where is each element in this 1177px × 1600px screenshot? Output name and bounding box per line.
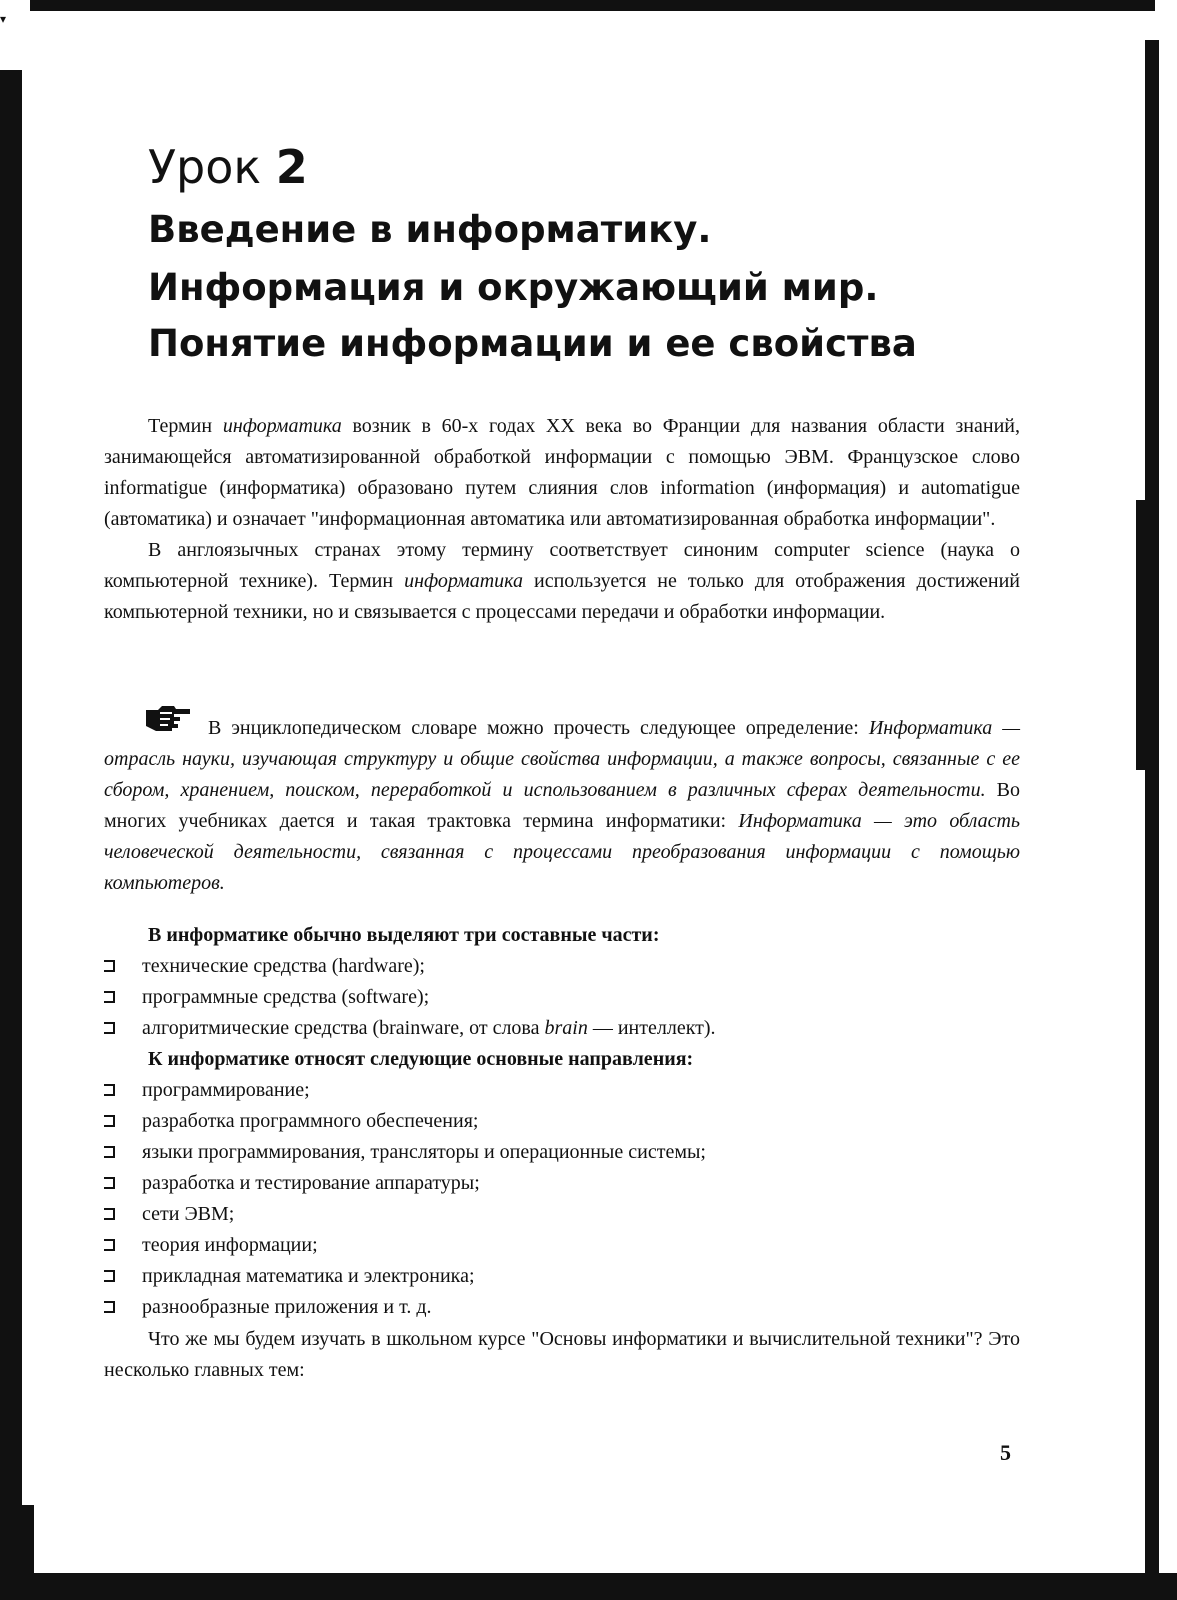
parts-intro xyxy=(104,920,1020,951)
scan-border-right xyxy=(1145,40,1159,1585)
scan-border-top xyxy=(30,0,1155,11)
checkbox-icon xyxy=(104,1115,115,1127)
definition-paragraph xyxy=(104,713,1020,899)
list-item xyxy=(104,1137,706,1168)
closing-paragraph: Что же мы будем изучать в школьном курсе "Основы информатики и вычислительной техники"? Это несколько главных тем: xyxy=(104,1328,1020,1381)
page-number: 5 xyxy=(1000,1440,1011,1465)
intro-p1-term: информатика xyxy=(222,415,342,437)
checkbox-icon xyxy=(104,1084,115,1096)
directions-item-2: разработка программного обеспечения; xyxy=(142,1110,479,1132)
scan-border-right-notch xyxy=(1136,500,1146,770)
parts-item-3-word: brain xyxy=(544,1017,588,1039)
intro-paragraph-1 xyxy=(104,411,1020,535)
parts-item-1: технические средства (hardware); xyxy=(142,955,425,977)
checkbox-icon xyxy=(104,1177,115,1189)
closing-section xyxy=(104,1324,1020,1386)
scan-border-left xyxy=(0,70,22,1550)
intro-section xyxy=(104,411,1020,628)
checkbox-icon xyxy=(104,1146,115,1158)
directions-item-6: теория информации; xyxy=(142,1234,318,1256)
lesson-word: Урок xyxy=(148,140,262,194)
list-item xyxy=(104,1199,706,1230)
directions-intro-text: К информатике относят следующие основные направления: xyxy=(148,1048,694,1070)
list-item xyxy=(104,1230,706,1261)
intro-paragraph-2 xyxy=(104,535,1020,628)
directions-item-5: сети ЭВМ; xyxy=(142,1203,235,1225)
directions-item-3: языки программирования, трансляторы и операционные системы; xyxy=(142,1141,706,1163)
list-item xyxy=(104,1013,716,1044)
directions-item-4: разработка и тестирование аппаратуры; xyxy=(142,1172,480,1194)
intro-p2-term: информатика xyxy=(404,570,524,592)
intro-p2-start: В англоязычных странах этому термину соответствует синоним computer science (наука о компьютерной технике). Термин xyxy=(104,539,1020,592)
checkbox-icon xyxy=(104,991,115,1003)
list-item xyxy=(104,1292,706,1323)
corner-mark-icon: ▾ xyxy=(0,12,7,26)
heading-line-3-bold: информации и ее свойства xyxy=(339,322,917,365)
list-item xyxy=(104,1261,706,1292)
heading-line-3 xyxy=(148,320,917,368)
heading-line-1: Введение в информатику. xyxy=(148,208,712,251)
parts-list xyxy=(104,951,716,1044)
definition-2: Информатика — это область человеческой деятельности, связанная с процессами преобразования информации с помощью компьютеров. xyxy=(104,810,1020,894)
directions-item-8: разнообразные приложения и т. д. xyxy=(142,1296,432,1318)
heading-line-3-plain: Понятие xyxy=(148,322,340,365)
directions-item-7: прикладная математика и электроника; xyxy=(142,1265,475,1287)
parts-item-3-b: — интеллект). xyxy=(587,1017,716,1039)
heading-line-2: Информация и окружающий мир. xyxy=(148,266,879,309)
directions-item-1: программирование; xyxy=(142,1079,310,1101)
list-item xyxy=(104,951,716,982)
directions-intro xyxy=(104,1044,1020,1075)
definition-bridge: Во многих учебниках дается и такая трактовка термина информатики: xyxy=(104,779,1021,832)
parts-intro-text: В информатике обычно выделяют три составные части: xyxy=(148,924,660,946)
directions-list xyxy=(104,1075,706,1323)
scan-border-bottom xyxy=(0,1573,1177,1600)
checkbox-icon xyxy=(104,1301,115,1313)
definition-section xyxy=(104,713,1020,899)
intro-p1-rest: возник в 60-х годах XX века во Франции для названия области знаний, занимающейся автоматизированной обработкой информации с помощью ЭВМ. Французское слово informatigue (информатика) образовано путем слияния слов information (информация) и automatigue (автоматика) и означает "информационная автоматика или автоматизированная обработка информации". xyxy=(104,415,1020,530)
parts-item-2: программные средства (software); xyxy=(142,986,430,1008)
checkbox-icon xyxy=(104,1270,115,1282)
lesson-title xyxy=(148,138,308,196)
list-item xyxy=(104,1106,706,1137)
checkbox-icon xyxy=(104,1239,115,1251)
list-item xyxy=(104,1168,706,1199)
list-item xyxy=(104,1075,706,1106)
parts-item-3-a: алгоритмические средства (brainware, от слова xyxy=(142,1017,545,1039)
checkbox-icon xyxy=(104,960,115,972)
intro-p1-start: Термин xyxy=(148,415,223,437)
checkbox-icon xyxy=(104,1208,115,1220)
lesson-number: 2 xyxy=(275,140,308,194)
intro-p2-rest: используется не только для отображения достижений компьютерной техники, но и связывается с процессами передачи и обработки информации. xyxy=(104,570,1020,623)
checkbox-icon xyxy=(104,1022,115,1034)
list-item xyxy=(104,982,716,1013)
definition-1: Информатика — отрасль науки, изучающая структуру и общие свойства информации, а также вопросы, связанные с ее сбором, хранением, поиском, переработкой и использованием в различных сферах деятельности. xyxy=(104,717,1020,801)
definition-intro: В энциклопедическом словаре можно прочесть следующее определение: xyxy=(208,717,869,739)
